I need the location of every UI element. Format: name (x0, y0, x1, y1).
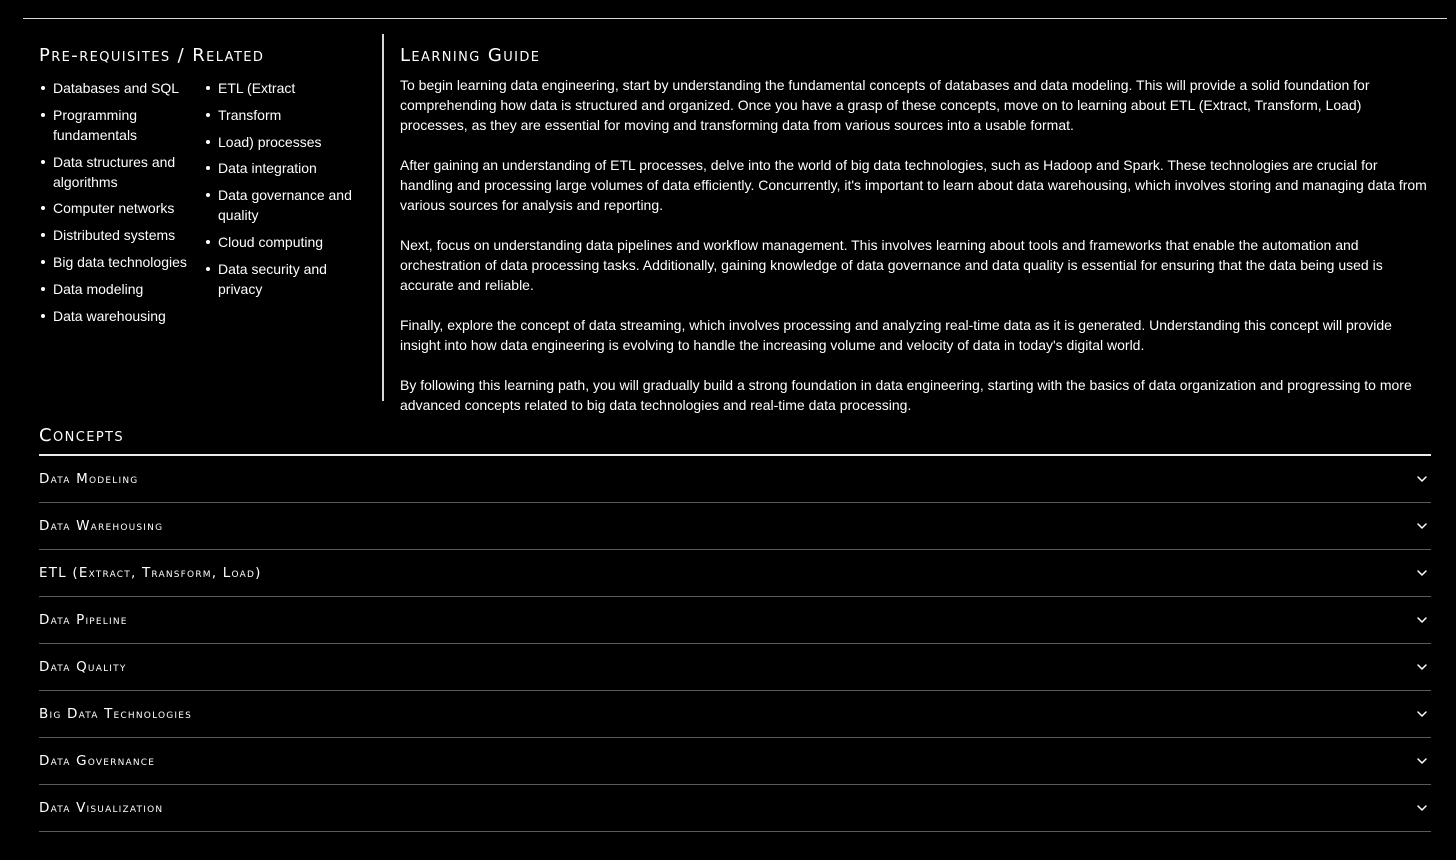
prerequisite-item: ETL (Extract (204, 78, 356, 98)
prerequisite-item: Data structures and algorithms (39, 152, 204, 192)
accordion-item-data-pipeline[interactable] (39, 597, 1431, 644)
guide-paragraph: Next, focus on understanding data pipelines and workflow management. This involves learning about tools and frameworks that enable the automation and orchestration of data processing tasks. Additionally, gaining knowledge of data governance and data quality is essential for ensuring that the data being used is accurate and reliable. (400, 237, 1383, 293)
chevron-down-icon[interactable] (1415, 801, 1429, 815)
prerequisite-item: Data modeling (39, 279, 204, 299)
learning-guide-section (400, 46, 1430, 435)
accordion-title: Data Governance (39, 753, 156, 769)
top-divider (23, 18, 1447, 19)
guide-paragraph: After gaining an understanding of ETL processes, delve into the world of big data technologies, such as Hadoop and Spark. These technologies are crucial for handling and processing large volumes of data efficiently. Concurrently, it's important to learn about data warehousing, which involves storing and managing data from various sources for analysis and reporting. (400, 157, 1427, 213)
chevron-down-icon[interactable] (1415, 754, 1429, 768)
accordion-item-data-warehousing[interactable] (39, 503, 1431, 550)
prerequisite-item: Programming fundamentals (39, 105, 204, 145)
accordion-item-data-modeling[interactable] (39, 456, 1431, 503)
accordion-item-data-visualization[interactable] (39, 785, 1431, 832)
accordion-item-big-data-technologies[interactable] (39, 691, 1431, 738)
chevron-down-icon[interactable] (1415, 660, 1429, 674)
prerequisites-columns (39, 78, 374, 332)
prerequisite-item: Data governance and quality (204, 185, 356, 225)
accordion-title: Data Quality (39, 659, 127, 675)
learning-guide-body (400, 75, 1430, 415)
prerequisite-item: Databases and SQL (39, 78, 204, 98)
accordion-title: Data Warehousing (39, 518, 164, 534)
prerequisite-item: Cloud computing (204, 232, 356, 252)
accordion-item-data-quality[interactable] (39, 644, 1431, 691)
prerequisites-list-column-1 (39, 78, 204, 332)
prerequisite-item: Transform (204, 105, 356, 125)
concepts-section (39, 426, 1431, 832)
prerequisite-item: Data integration (204, 158, 356, 178)
guide-paragraph: By following this learning path, you will gradually build a strong foundation in data engineering, starting with the basics of data organization and progressing to more advanced concepts related to big data technologies and real-time data processing. (400, 377, 1412, 413)
vertical-divider (382, 34, 384, 401)
chevron-down-icon[interactable] (1415, 707, 1429, 721)
prerequisites-list-column-2 (204, 78, 356, 332)
prerequisite-item: Computer networks (39, 198, 204, 218)
guide-paragraph: To begin learning data engineering, start by understanding the fundamental concepts of databases and data modeling. This will provide a solid foundation for comprehending how data is structured and organized. Once you have a grasp of these concepts, move on to learning about ETL (Extract, Transform, Load) processes, as they are essential for moving and transforming data from various sources into a usable format. (400, 77, 1370, 133)
accordion-item-data-governance[interactable] (39, 738, 1431, 785)
chevron-down-icon[interactable] (1415, 613, 1429, 627)
prerequisite-item: Data warehousing (39, 306, 204, 326)
prerequisite-item: Load) processes (204, 132, 356, 152)
guide-paragraph: Finally, explore the concept of data streaming, which involves processing and analyzing real-time data as it is generated. Understanding this concept will provide insight into how data engineering is evolving to handle the increasing volume and velocity of data in today's digital world. (400, 317, 1392, 353)
concepts-heading: Concepts (39, 426, 1431, 456)
prerequisite-item: Big data technologies (39, 252, 204, 272)
accordion-item-etl[interactable] (39, 550, 1431, 597)
accordion-title: Data Visualization (39, 800, 164, 816)
accordion-title: ETL (Extract, Transform, Load) (39, 565, 262, 581)
learning-guide-heading: Learning Guide (400, 45, 541, 66)
prerequisite-item: Distributed systems (39, 225, 204, 245)
prerequisites-section (39, 46, 374, 332)
chevron-down-icon[interactable] (1415, 566, 1429, 580)
prerequisites-heading: Pre-requisites / Related (39, 45, 265, 66)
chevron-down-icon[interactable] (1415, 472, 1429, 486)
chevron-down-icon[interactable] (1415, 519, 1429, 533)
accordion-title: Data Modeling (39, 471, 139, 487)
accordion-title: Data Pipeline (39, 612, 128, 628)
accordion-title: Big Data Technologies (39, 706, 193, 722)
prerequisite-item: Data security and privacy (204, 259, 356, 299)
